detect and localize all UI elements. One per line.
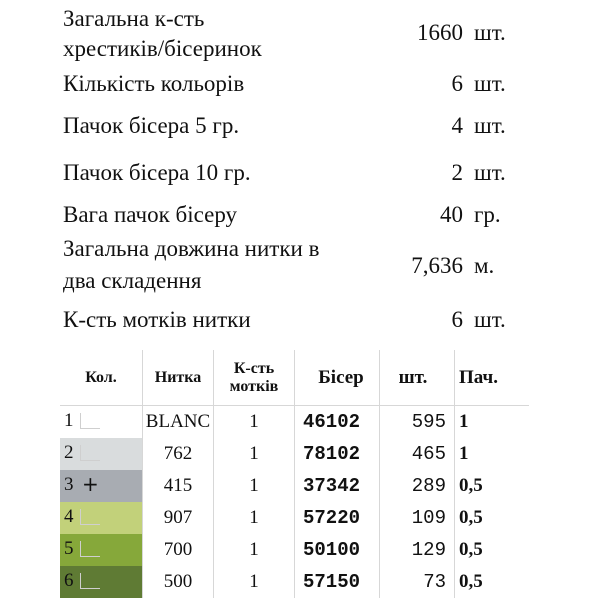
col-header-pcs: шт. (380, 350, 455, 406)
color-swatch-cell (60, 502, 143, 534)
summary-label: два складення (63, 268, 202, 293)
summary-unit: шт. (474, 20, 506, 45)
table-header-row (60, 350, 529, 406)
thread-cell: 762 (143, 438, 214, 470)
color-number: 2 (64, 442, 74, 463)
pcs-cell: 465 (380, 438, 455, 470)
packs-cell: 0,5 (459, 539, 483, 560)
bead-cell: 37342 (295, 470, 380, 502)
summary-unit: гр. (474, 202, 501, 227)
summary-label: Загальна довжина нитки в (63, 236, 320, 261)
summary-unit: шт. (474, 71, 506, 96)
packs-cell: 0,5 (459, 475, 483, 496)
summary-value: 6 (451, 71, 463, 96)
thread-cell: 907 (143, 502, 214, 534)
summary-label: Кількість кольорів (63, 71, 245, 96)
color-number: 6 (64, 570, 74, 591)
skeins-cell: 1 (214, 406, 295, 439)
color-swatch-cell (60, 406, 143, 439)
bead-cell: 57220 (295, 502, 380, 534)
skeins-cell: 1 (214, 566, 295, 598)
summary-unit: шт. (474, 160, 506, 185)
table-row (60, 438, 529, 470)
col-header-skeins: К-сть мотків (214, 350, 295, 406)
table-row (60, 406, 529, 439)
summary-label: хрестиків/бісеринок (63, 36, 262, 61)
skeins-cell: 1 (214, 534, 295, 566)
col-header-bead: Бісер (295, 350, 380, 406)
stitch-symbol-icon: + (82, 472, 99, 496)
color-number: 4 (64, 506, 74, 527)
bead-cell: 57150 (295, 566, 380, 598)
pcs-cell: 595 (380, 406, 455, 439)
color-swatch (60, 406, 142, 438)
thread-cell: BLANC (143, 406, 214, 439)
summary-label: Вага пачок бісеру (63, 202, 238, 227)
thread-cell: 500 (143, 566, 214, 598)
color-swatch-cell (60, 438, 143, 470)
pcs-cell: 73 (380, 566, 455, 598)
color-swatch (60, 470, 142, 502)
packs-cell: 0,5 (459, 507, 483, 528)
summary-value: 7,636 (411, 253, 463, 278)
summary-value: 4 (451, 113, 463, 138)
color-swatch-cell (60, 470, 143, 502)
stitch-symbol-box-icon (80, 573, 100, 589)
summary-label: К-сть мотків нитки (63, 307, 251, 332)
thread-cell: 700 (143, 534, 214, 566)
pcs-cell: 129 (380, 534, 455, 566)
summary-value: 2 (451, 160, 463, 185)
color-number: 5 (64, 538, 74, 559)
thread-cell: 415 (143, 470, 214, 502)
table-row (60, 534, 529, 566)
summary-value: 40 (440, 202, 463, 227)
bead-cell: 46102 (295, 406, 380, 439)
pcs-cell: 109 (380, 502, 455, 534)
bead-cell: 50100 (295, 534, 380, 566)
summary-value: 6 (451, 307, 463, 332)
stitch-symbol-box-icon (80, 509, 100, 525)
packs-cell: 1 (459, 443, 469, 464)
table-row (60, 502, 529, 534)
col-header-thread: Нитка (143, 350, 214, 406)
color-number: 1 (64, 410, 74, 431)
stitch-symbol-box-icon (80, 413, 100, 429)
color-swatch-cell (60, 534, 143, 566)
summary-label: Пачок бісера 10 гр. (63, 160, 251, 185)
summary-unit: шт. (474, 307, 506, 332)
summary-label: Загальна к-сть (63, 6, 205, 31)
skeins-cell: 1 (214, 470, 295, 502)
color-swatch (60, 502, 142, 534)
summary-unit: шт. (474, 113, 506, 138)
table-row (60, 566, 529, 598)
pcs-cell: 289 (380, 470, 455, 502)
stitch-symbol-box-icon (80, 445, 100, 461)
color-swatch-cell (60, 566, 143, 598)
bead-cell: 78102 (295, 438, 380, 470)
color-swatch (60, 438, 142, 470)
color-key-table (60, 350, 529, 598)
col-header-color: Кол. (60, 350, 143, 406)
color-number: 3 (64, 474, 74, 495)
stitch-symbol-box-icon (80, 541, 100, 557)
summary-label: Пачок бісера 5 гр. (63, 113, 240, 138)
skeins-cell: 1 (214, 438, 295, 470)
col-header-packs: Пач. (459, 366, 498, 388)
summary-unit: м. (474, 253, 495, 278)
color-swatch (60, 566, 142, 598)
table-row (60, 470, 529, 502)
skeins-cell: 1 (214, 502, 295, 534)
color-swatch (60, 534, 142, 566)
packs-cell: 0,5 (459, 571, 483, 592)
summary-value: 1660 (417, 20, 463, 45)
packs-cell: 1 (455, 406, 530, 439)
